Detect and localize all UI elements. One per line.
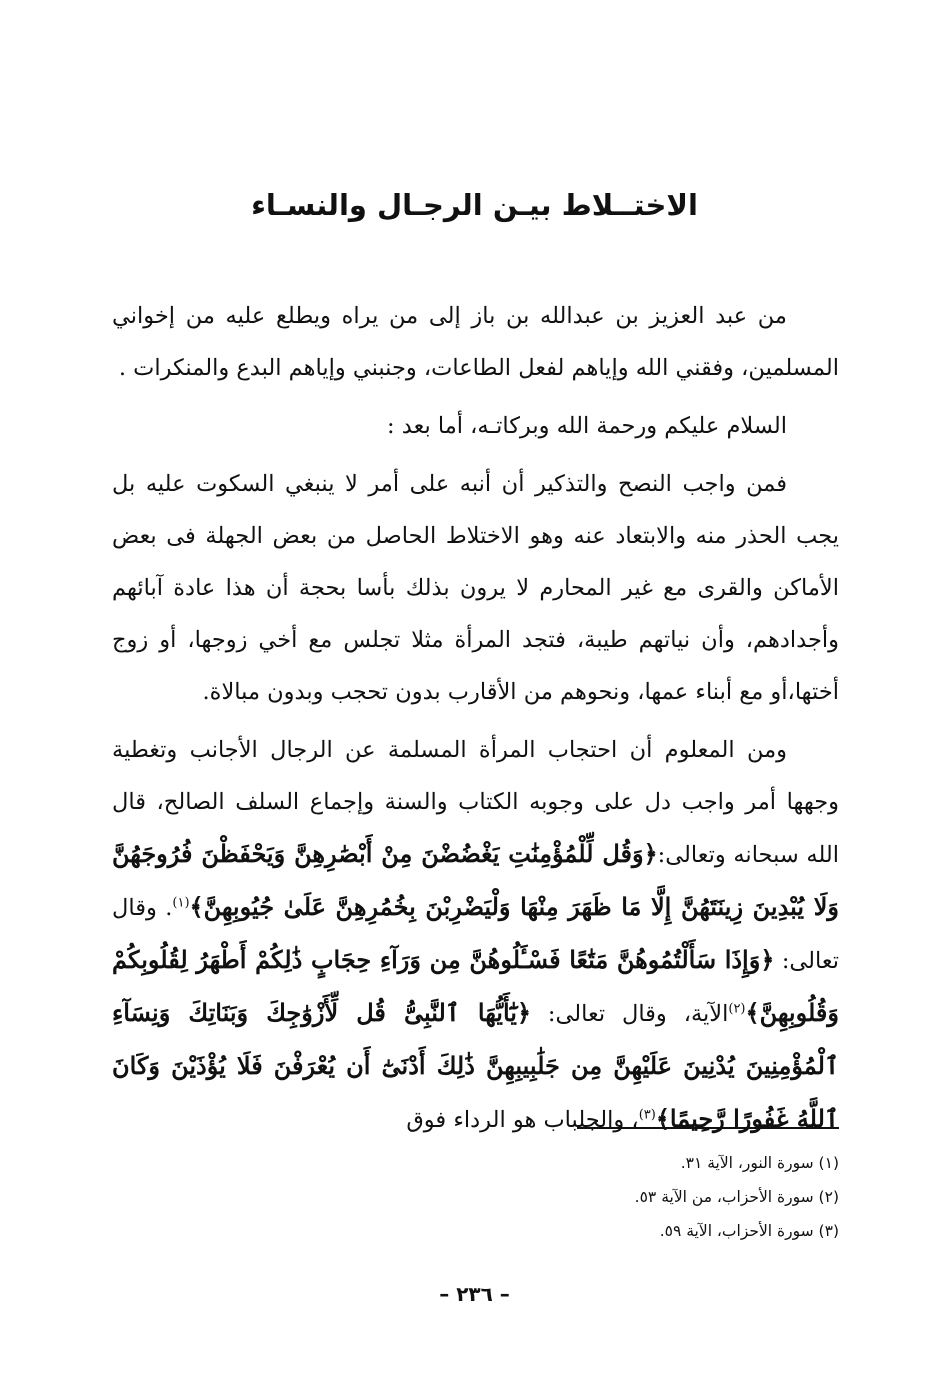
footnote-separator [577, 1127, 839, 1129]
paragraph-evidence [112, 724, 839, 1146]
footnote-1: (١) سورة النور، الآية ٣١. [680, 1154, 839, 1172]
paragraph-greeting: السلام عليكم ورحمة الله وبركاتـه، أما بعد : [387, 413, 787, 439]
footnote-ref-2: (٢) [728, 1001, 746, 1017]
chapter-title: الاختــلاط بيـن الرجـال والنسـاء [251, 188, 698, 222]
paragraph-warning: فمن واجب النصح والتذكير أن أنبه على أمر لا ينبغي السكوت عليه بل يجب الحذر منه والابتعاد عنه وهو الاختلاط الحاصل من بعض الجهلة فى بعض الأماكن والقرى مع غير المحارم لا يرون بذلك بأسا بحجة أن هذا عادة آبائهم وأجدادهم، وأن نياتهم طيبة، فتجد المرأة مثلا تجلس مع أخي زوجها، أو زوج أختها،أو مع أبناء عمها، ونحوهم من الأقارب بدون تحجب وبدون مبالاة. [112, 471, 839, 705]
paragraph-opening: من عبد العزيز بن عبدالله بن باز إلى من يراه ويطلع عليه من إخواني المسلمين، وفقني الله وإياهم لفعل الطاعات، وجنبني وإياهم البدع والمنكرات . [112, 303, 839, 381]
footnote-3: (٣) سورة الأحزاب، الآية ٥٩. [659, 1222, 839, 1240]
footnote-2: (٢) سورة الأحزاب، من الآية ٥٣. [634, 1188, 839, 1206]
evidence-mid-2: الآية، وقال تعالى: [547, 1001, 729, 1027]
quran-verse-2: ﴿وَإِذَا سَأَلْتُمُوهُنَّ مَتَٰعًا فَسْـَٔلُوهُنَّ مِن وَرَآءِ حِجَابٍ ذَٰلِكُمْ أَطْهَرُ لِقُلُوبِكُمْ وَقُلُوبِهِنَّ﴾ [112, 945, 839, 1027]
page-number: – ٢٣٦ – [439, 1282, 510, 1306]
footnotes [112, 1146, 839, 1248]
footnote-ref-3: (٣) [638, 1107, 656, 1123]
quran-verse-1: ﴿وَقُل لِّلْمُؤْمِنَٰتِ يَغْضُضْنَ مِنْ أَبْصَٰرِهِنَّ وَيَحْفَظْنَ فُرُوجَهُنَّ وَلَا يُبْدِينَ زِينَتَهُنَّ إِلَّا مَا ظَهَرَ مِنْهَا وَلْيَضْرِبْنَ بِخُمُرِهِنَّ عَلَىٰ جُيُوبِهِنَّ﴾ [112, 839, 839, 921]
footnote-ref-1: (١) [172, 895, 190, 911]
main-text [112, 290, 839, 1146]
quran-verse-3: ﴿يَٰٓأَيُّهَا ٱلنَّبِىُّ قُل لِّأَزْوَٰجِكَ وَبَنَاتِكَ وَنِسَآءِ ٱلْمُؤْمِنِينَ يُدْنِينَ عَلَيْهِنَّ مِن جَلَٰبِيبِهِنَّ ذَٰلِكَ أَدْنَىٰٓ أَن يُعْرَفْنَ فَلَا يُؤْذَيْنَ وَكَانَ ٱللَّهُ غَفُورًا رَّحِيمًا﴾ [112, 998, 840, 1133]
evidence-mid-1: . وقال تعالى: [112, 895, 840, 974]
evidence-outro: ، والجلباب هو الرداء فوق [406, 1107, 639, 1133]
evidence-intro: ومن المعلوم أن احتجاب المرأة المسلمة عن الرجال الأجانب وتغطية وجهها أمر واجب دل على وجوبه الكتاب والسنة وإجماع السلف الصالح، قال الله سبحانه وتعالى: [112, 737, 839, 868]
